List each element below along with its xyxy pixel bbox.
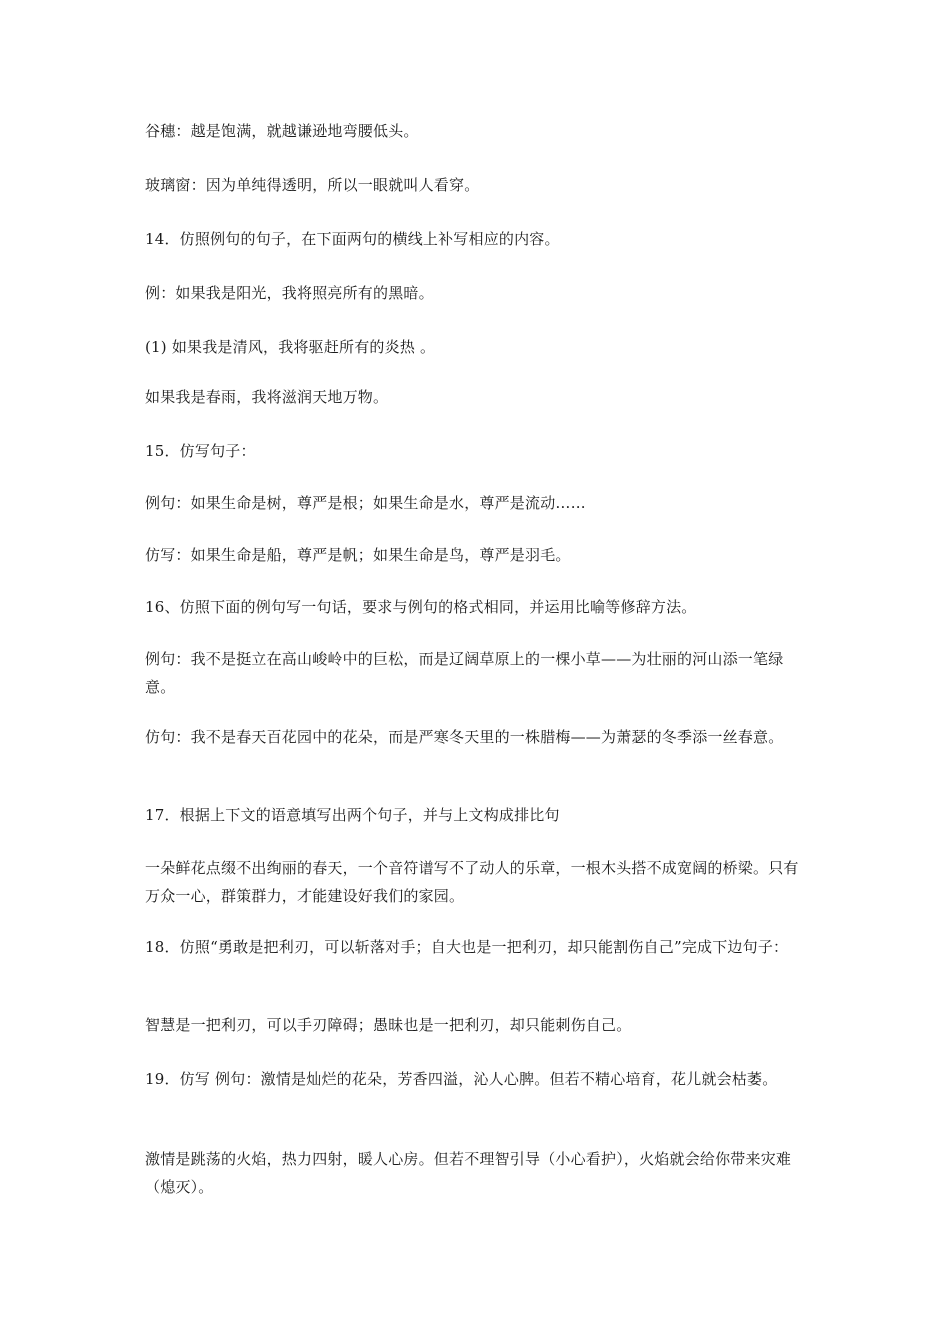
- paragraph-glass-window: 玻璃窗：因为单纯得透明，所以一眼就叫人看穿。: [145, 176, 480, 194]
- question-16-answer: 仿句：我不是春天百花园中的花朵，而是严寒冬天里的一株腊梅——为萧瑟的冬季添一丝春意。: [145, 728, 784, 746]
- question-17-answer: 一朵鲜花点缀不出绚丽的春天，一个音符谱写不了动人的乐章，一根木头搭不成宽阔的桥梁。只有万众一心，群策群力，才能建设好我们的家园。: [145, 859, 799, 905]
- question-18-prompt: 18．仿照“勇敢是把利刃，可以斩落对手；自大也是一把利刃，却只能割伤自己”完成下边句子：: [145, 938, 789, 956]
- question-19-prompt: 19．仿写 例句：激情是灿烂的花朵，芳香四溢，沁人心脾。但若不精心培育，花儿就会枯萎。: [145, 1070, 778, 1088]
- question-15-answer: 仿写：如果生命是船，尊严是帆；如果生命是鸟，尊严是羽毛。: [145, 546, 571, 564]
- question-14-answer-2: 如果我是春雨，我将滋润天地万物。: [145, 388, 389, 406]
- question-15-prompt: 15．仿写句子：: [145, 442, 256, 460]
- question-16-example: 例句：我不是挺立在高山峻岭中的巨松，而是辽阔草原上的一棵小草——为壮丽的河山添一笔绿意。: [145, 650, 784, 696]
- question-16-prompt: 16、仿照下面的例句写一句话，要求与例句的格式相同，并运用比喻等修辞方法。: [145, 598, 697, 616]
- question-18-answer: 智慧是一把利刃，可以手刃障碍；愚昧也是一把利刃，却只能刺伤自己。: [145, 1016, 632, 1034]
- question-14-prompt: 14．仿照例句的句子，在下面两句的横线上补写相应的内容。: [145, 230, 560, 248]
- question-14-example: 例：如果我是阳光，我将照亮所有的黑暗。: [145, 284, 434, 302]
- question-19-answer: 激情是跳荡的火焰，热力四射，暖人心房。但若不理智引导（小心看护），火焰就会给你带来灾难（熄灭）。: [145, 1150, 792, 1196]
- question-15-example: 例句：如果生命是树，尊严是根；如果生命是水，尊严是流动……: [145, 494, 586, 512]
- question-14-answer-1: (1) 如果我是清风，我将驱赶所有的炎热 。: [145, 338, 436, 356]
- paragraph-grain: 谷穗：越是饱满，就越谦逊地弯腰低头。: [145, 122, 419, 140]
- question-17-prompt: 17．根据上下文的语意填写出两个句子，并与上文构成排比句: [145, 806, 560, 824]
